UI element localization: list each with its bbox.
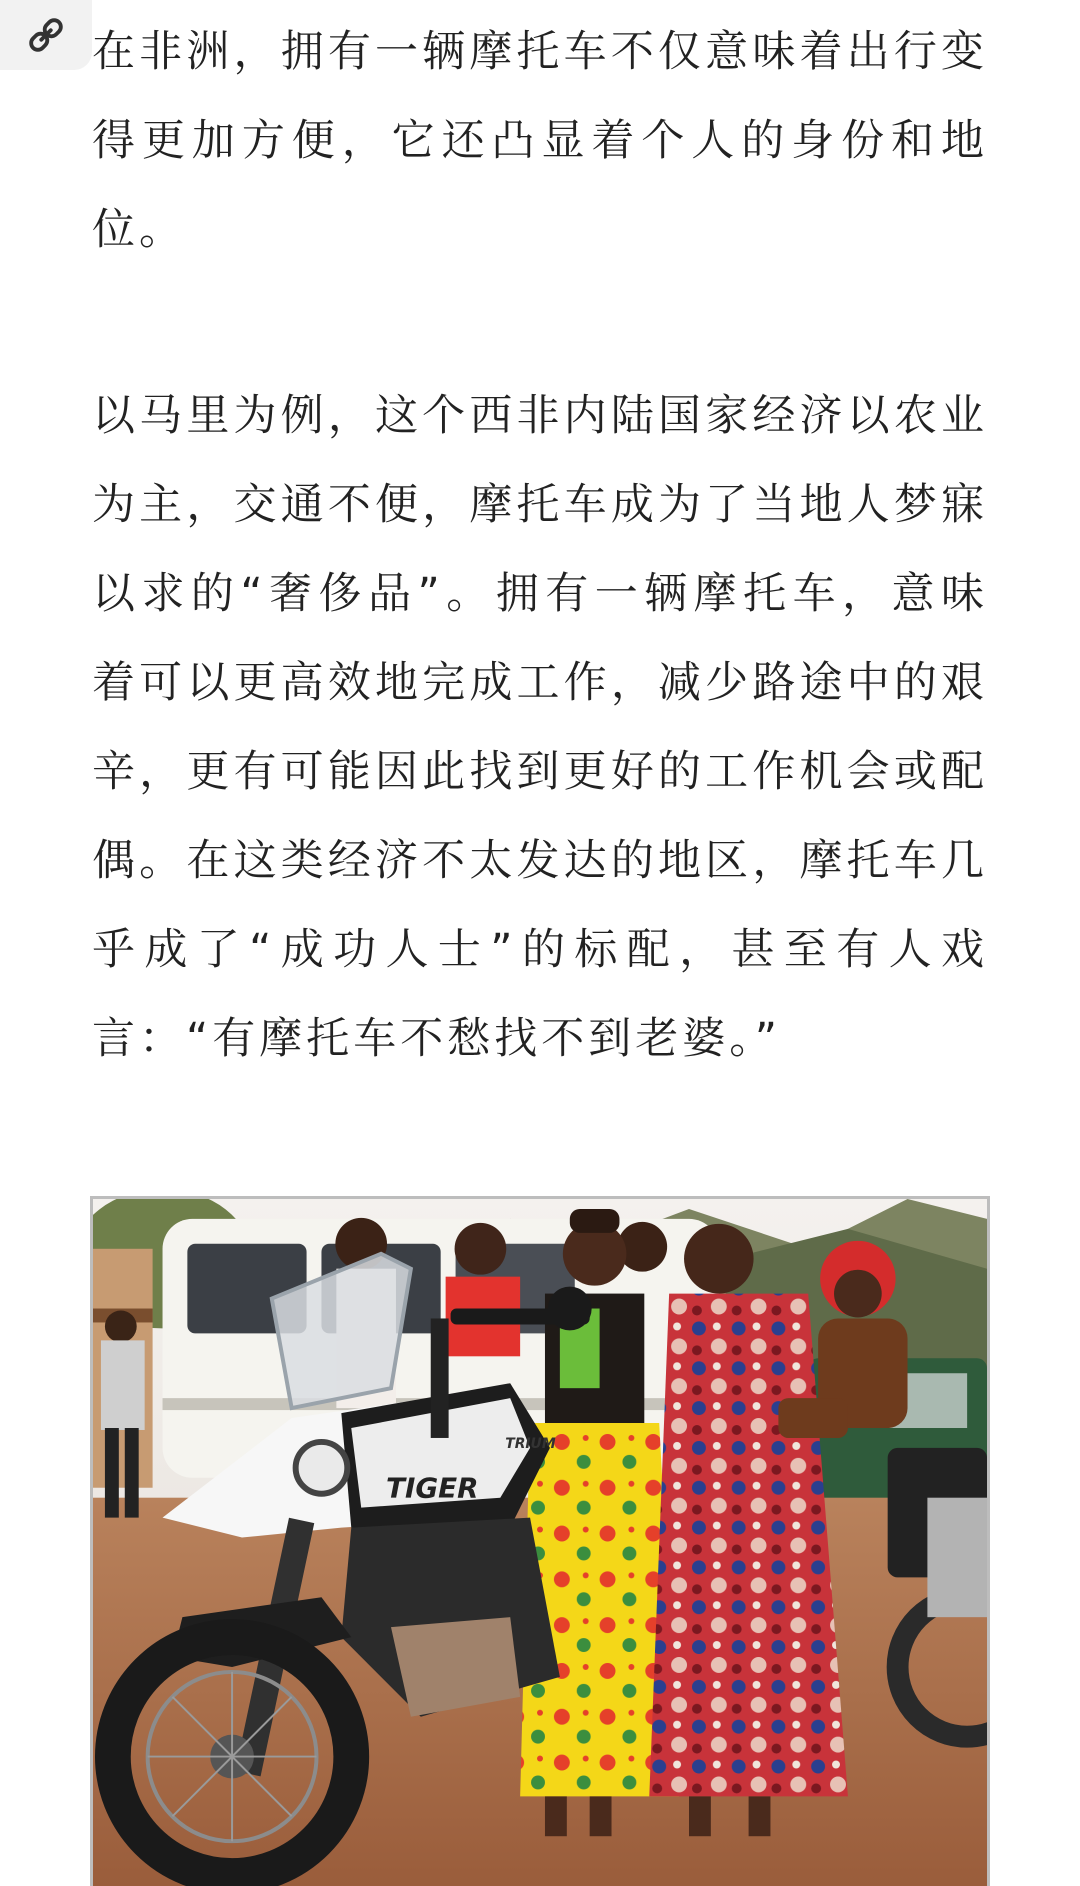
article-paragraph-1: 在非洲，拥有一辆摩托车不仅意味着出行变得更加方便，它还凸显着个人的身份和地位。 [92,27,988,255]
article-paragraph-2: 以马里为例，这个西非内陆国家经济以农业为主，交通不便，摩托车成为了当地人梦寐以求的“奢侈品”。拥有一辆摩托车，意味着可以更高效地完成工作，减少路途中的艰辛，更有可能因此找到更好的工作机会或配偶。在这类经济不太发达的地区，摩托车几乎成了“成功人士”的标配，甚至有人戏言：“有摩托车不愁找不到老婆。” [92,391,988,1064]
tank-logo-text: TRIUM [505,1435,556,1452]
motorcycle-badge-text: TIGER [386,1471,479,1505]
link-icon [23,12,69,58]
article-photo[interactable] [90,1196,990,1886]
copy-link-button[interactable] [0,0,92,70]
photo-motorcycle-group [93,1199,987,1886]
article-body [92,8,988,1084]
paragraph-spacer [92,275,988,372]
